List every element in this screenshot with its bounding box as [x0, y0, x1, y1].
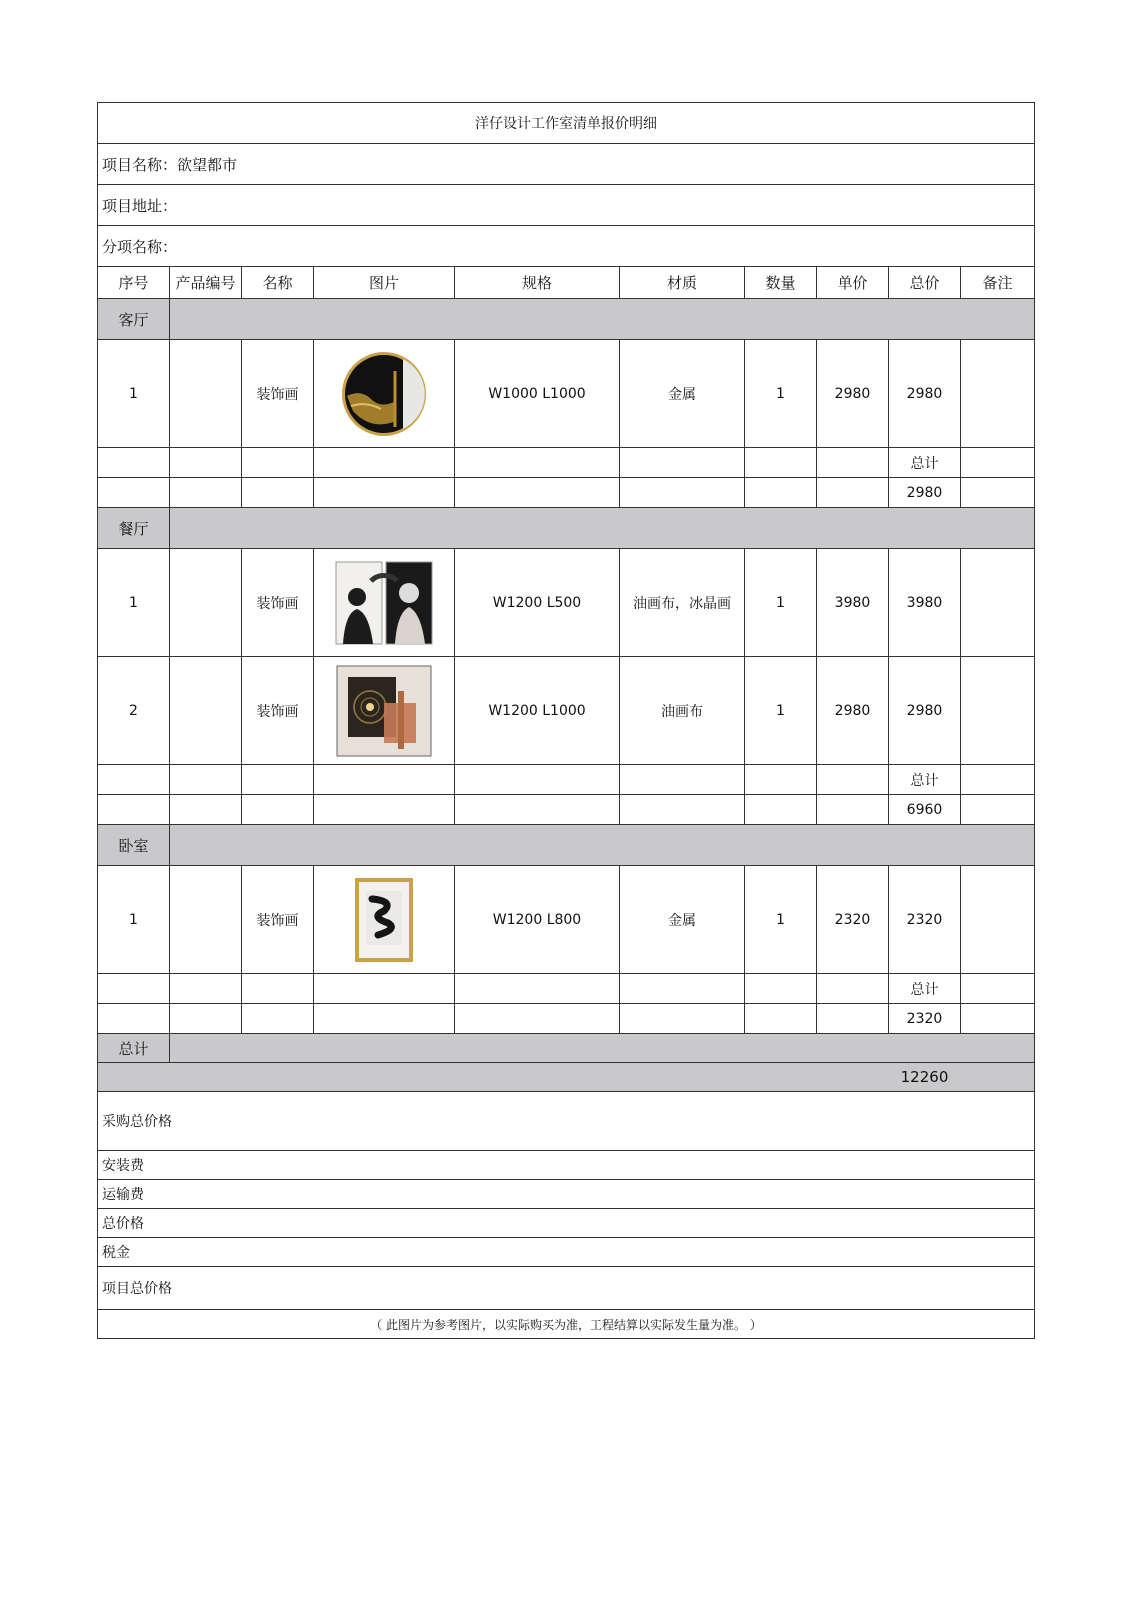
cell-image — [314, 549, 455, 657]
cell-name: 装饰画 — [242, 866, 314, 974]
subtotal-value-row — [98, 478, 1035, 508]
framed-ink-painting-icon — [354, 877, 414, 963]
cell-code — [170, 340, 242, 448]
cell-image — [314, 340, 455, 448]
table-row — [98, 549, 1035, 657]
cell-no: 1 — [98, 866, 170, 974]
cell-total: 3980 — [889, 549, 961, 657]
cell-unit-price: 2320 — [817, 866, 889, 974]
subtotal-label-row — [98, 974, 1035, 1004]
cell-unit-price: 2980 — [817, 340, 889, 448]
cell-name: 装饰画 — [242, 340, 314, 448]
cell-remark — [961, 340, 1035, 448]
cell-total: 2980 — [889, 340, 961, 448]
cell-image — [314, 866, 455, 974]
section-label: 客厅 — [98, 299, 170, 340]
cell-remark — [961, 657, 1035, 765]
cell-remark — [961, 866, 1035, 974]
quotation-sheet — [97, 102, 1034, 1339]
cell-spec: W1200 L500 — [455, 549, 620, 657]
project-address: 项目地址： — [98, 185, 1035, 226]
subtotal-value: 2320 — [889, 1004, 961, 1034]
header-no: 序号 — [98, 267, 170, 299]
grand-total-label-row — [98, 1034, 1035, 1063]
round-gold-abstract-painting-icon — [341, 351, 427, 437]
cell-total: 2980 — [889, 657, 961, 765]
header-total: 总价 — [889, 267, 961, 299]
shipping-fee: 运输费 — [98, 1180, 1035, 1209]
cell-remark — [961, 549, 1035, 657]
subtotal-label: 总计 — [889, 765, 961, 795]
header-name: 名称 — [242, 267, 314, 299]
grand-total-value: 12260 — [889, 1063, 961, 1092]
abstract-gold-square-painting-icon — [336, 665, 432, 757]
cell-material: 油画布，冰晶画 — [620, 549, 745, 657]
header-unit-price: 单价 — [817, 267, 889, 299]
tax: 税金 — [98, 1238, 1035, 1267]
header-spec: 规格 — [455, 267, 620, 299]
subtotal-value-row — [98, 795, 1035, 825]
cell-qty: 1 — [745, 657, 817, 765]
cell-qty: 1 — [745, 549, 817, 657]
header-image: 图片 — [314, 267, 455, 299]
section-row-bedroom — [98, 825, 1035, 866]
table-row — [98, 657, 1035, 765]
table-row — [98, 866, 1035, 974]
cell-material: 金属 — [620, 866, 745, 974]
cell-spec: W1200 L800 — [455, 866, 620, 974]
project-total: 项目总价格 — [98, 1267, 1035, 1310]
cell-spec: W1000 L1000 — [455, 340, 620, 448]
cell-material: 油画布 — [620, 657, 745, 765]
cell-material: 金属 — [620, 340, 745, 448]
subtotal-value: 6960 — [889, 795, 961, 825]
subtotal-label-row — [98, 448, 1035, 478]
quotation-table — [97, 102, 1035, 1339]
header-qty: 数量 — [745, 267, 817, 299]
cell-code — [170, 657, 242, 765]
sheet-title: 洋仔设计工作室清单报价明细 — [98, 103, 1035, 144]
install-fee: 安装费 — [98, 1151, 1035, 1180]
project-name: 项目名称：欲望都市 — [98, 144, 1035, 185]
subtotal-value: 2980 — [889, 478, 961, 508]
two-panel-portrait-painting-icon — [335, 561, 433, 645]
cell-no: 1 — [98, 549, 170, 657]
sub-item-name: 分项名称： — [98, 226, 1035, 267]
grand-total-label: 总计 — [98, 1034, 170, 1063]
cell-name: 装饰画 — [242, 657, 314, 765]
subtotal-label-row — [98, 765, 1035, 795]
header-code: 产品编号 — [170, 267, 242, 299]
section-label: 卧室 — [98, 825, 170, 866]
cell-code — [170, 866, 242, 974]
table-header-row — [98, 267, 1035, 299]
subtotal-label: 总计 — [889, 974, 961, 1004]
cell-no: 1 — [98, 340, 170, 448]
grand-total-value-row — [98, 1063, 1035, 1092]
section-label: 餐厅 — [98, 508, 170, 549]
subtotal-label: 总计 — [889, 448, 961, 478]
cell-spec: W1200 L1000 — [455, 657, 620, 765]
total-price: 总价格 — [98, 1209, 1035, 1238]
subtotal-value-row — [98, 1004, 1035, 1034]
cell-image — [314, 657, 455, 765]
table-row — [98, 340, 1035, 448]
section-row-living — [98, 299, 1035, 340]
cell-code — [170, 549, 242, 657]
cell-unit-price: 2980 — [817, 657, 889, 765]
cell-unit-price: 3980 — [817, 549, 889, 657]
cell-qty: 1 — [745, 340, 817, 448]
reference-note: （ 此图片为参考图片，以实际购买为准，工程结算以实际发生量为准。 ） — [98, 1310, 1035, 1339]
cell-name: 装饰画 — [242, 549, 314, 657]
cell-qty: 1 — [745, 866, 817, 974]
header-remark: 备注 — [961, 267, 1035, 299]
section-row-dining — [98, 508, 1035, 549]
cell-total: 2320 — [889, 866, 961, 974]
cell-no: 2 — [98, 657, 170, 765]
header-material: 材质 — [620, 267, 745, 299]
purchase-total: 采购总价格 — [98, 1092, 1035, 1151]
